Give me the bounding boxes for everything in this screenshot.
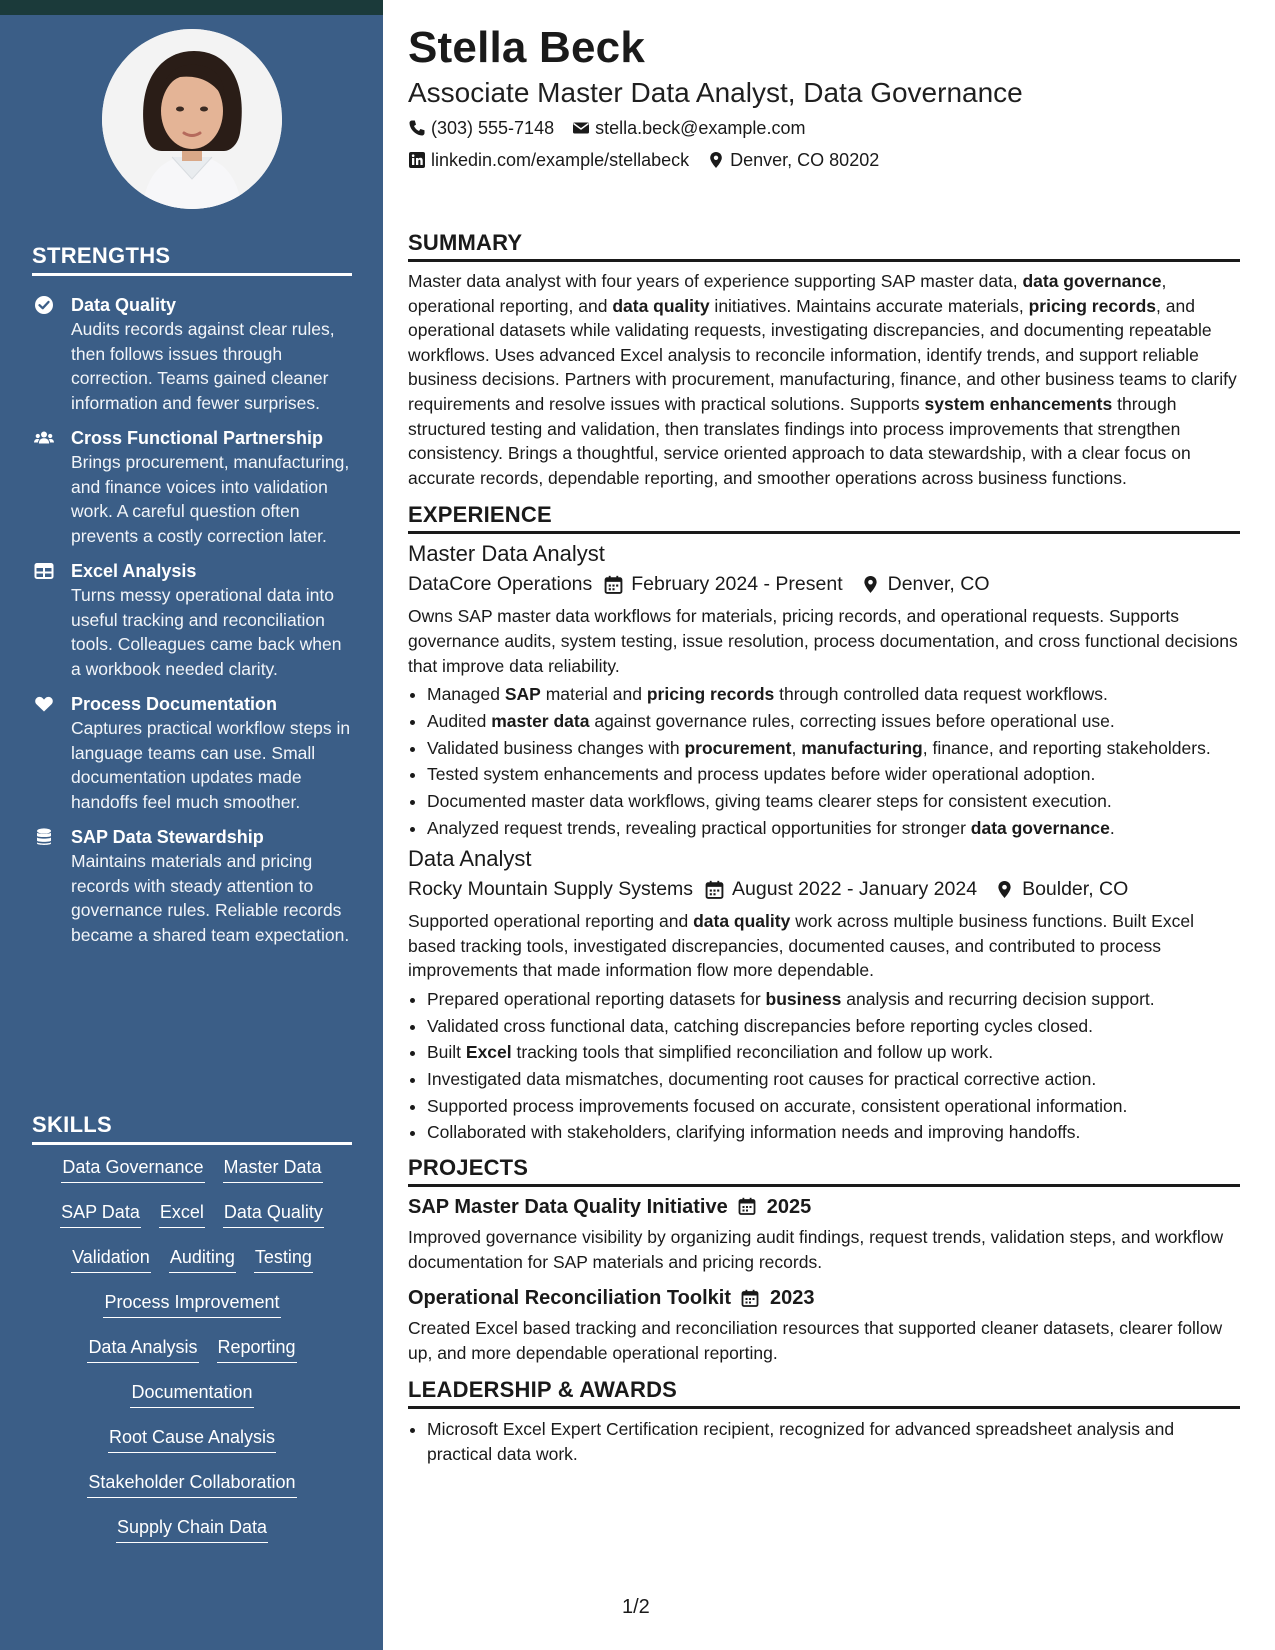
- contact-row: [408, 112, 1240, 144]
- skill-row: [32, 1425, 352, 1470]
- project-year: 2023: [770, 1287, 815, 1310]
- job-location: Denver, CO: [887, 573, 990, 596]
- job-entry: [408, 539, 1240, 840]
- skill-tag: Root Cause Analysis: [108, 1425, 276, 1453]
- project-title-row: [408, 1284, 1240, 1312]
- project-description: Created Excel based tracking and reconciliation resources that supported cleaner datasets, clearer follow up, and more dependable operational reporting.: [408, 1318, 1223, 1363]
- map-pin-icon: [707, 151, 725, 169]
- skill-tag: Data Governance: [61, 1155, 204, 1183]
- check-circle-icon: [34, 295, 54, 315]
- job-bullets: [408, 682, 1240, 840]
- list-item: • Analyzed request trends, revealing practical opportunities for stronger data governance.: [427, 816, 1240, 841]
- skill-tag: Stakeholder Collaboration: [87, 1470, 296, 1498]
- linkedin-text[interactable]: linkedin.com/example/stellabeck: [431, 150, 690, 170]
- skills-list: [32, 1155, 352, 1560]
- list-item: • Documented master data workflows, giving teams clearer steps for consistent execution.: [427, 789, 1240, 814]
- calendar-icon: [738, 1197, 757, 1216]
- job-meta: [408, 569, 1240, 599]
- list-item: • Collaborated with stakeholders, clarifying information needs and improving handoffs.: [427, 1120, 1240, 1145]
- skill-tag: Data Quality: [223, 1200, 324, 1228]
- main-content: [408, 20, 1240, 1469]
- list-item: • Validated business changes with procurement, manufacturing, finance, and reporting stakeholders.: [427, 736, 1240, 761]
- strength-title: SAP Data Stewardship: [71, 827, 264, 847]
- strength-title: Process Documentation: [71, 694, 278, 714]
- skill-tag: SAP Data: [60, 1200, 141, 1228]
- skill-row: [32, 1200, 352, 1245]
- linkedin-icon: [408, 151, 426, 169]
- sidebar: [0, 0, 383, 1650]
- calendar-icon: [741, 1289, 760, 1308]
- strength-title: Cross Functional Partnership: [71, 428, 324, 448]
- projects-heading: PROJECTS: [408, 1155, 1240, 1187]
- list-item: • Built Excel tracking tools that simplified reconciliation and follow up work.: [427, 1040, 1240, 1065]
- database-icon: [34, 827, 54, 847]
- list-item: • Tested system enhancements and process updates before wider operational adoption.: [427, 762, 1240, 787]
- strength-item: [32, 825, 352, 947]
- list-item: • Prepared operational reporting datasets for business analysis and recurring decision support.: [427, 987, 1240, 1012]
- project-entry: [408, 1284, 1240, 1365]
- skills-heading: SKILLS: [32, 1112, 352, 1145]
- heart-icon: [34, 694, 54, 714]
- skill-row: [32, 1290, 352, 1335]
- skill-row: [32, 1470, 352, 1515]
- project-entry: [408, 1193, 1240, 1274]
- job-company: Rocky Mountain Supply Systems: [408, 878, 694, 901]
- location-contact: [707, 144, 879, 176]
- job-meta: [408, 874, 1240, 904]
- strength-description: Turns messy operational data into useful tracking and reconciliation tools. Colleagues came back when a workbook needed clarity.: [71, 585, 342, 679]
- sidebar-top-band: [0, 0, 383, 15]
- strength-title: Excel Analysis: [71, 561, 197, 581]
- project-year: 2025: [766, 1195, 812, 1218]
- location-text: Denver, CO 80202: [730, 150, 880, 170]
- skill-tag: Auditing: [169, 1245, 236, 1273]
- candidate-title: Associate Master Data Analyst, Data Governance: [408, 77, 1023, 108]
- list-item: • Audited master data against governance rules, correcting issues before operational use.: [427, 709, 1240, 734]
- job-summary: Owns SAP master data workflows for materials, pricing records, and operational requests. Supports governance audits, system testing, issue resolution, process documentation, and cross functional decisions that improve data reliability.: [408, 606, 1238, 676]
- job-entry: [408, 844, 1240, 1145]
- envelope-icon: [572, 119, 590, 137]
- strength-description: Audits records against clear rules, then follows issues through correction. Teams gained cleaner information and fewer surprises.: [71, 319, 335, 413]
- skill-tag: Validation: [71, 1245, 151, 1273]
- profile-photo: [102, 29, 282, 209]
- table-icon: [34, 561, 54, 581]
- users-icon: [34, 428, 54, 448]
- job-company: DataCore Operations: [408, 573, 593, 596]
- candidate-name: Stella Beck: [408, 23, 646, 72]
- job-location: Boulder, CO: [1022, 878, 1129, 901]
- calendar-icon: [604, 575, 623, 594]
- job-title: Master Data Analyst: [408, 541, 605, 567]
- map-pin-icon: [995, 880, 1014, 899]
- strength-title: Data Quality: [71, 295, 177, 315]
- phone-icon: [408, 119, 426, 137]
- list-item: • Microsoft Excel Expert Certification recipient, recognized for advanced spreadsheet analysis and practical data work.: [427, 1417, 1240, 1466]
- job-title: Data Analyst: [408, 846, 532, 872]
- strengths-heading: STRENGTHS: [32, 243, 352, 276]
- job-dates: August 2022 - January 2024: [732, 878, 978, 901]
- email-contact[interactable]: [572, 112, 805, 144]
- contact-row: [408, 144, 1240, 176]
- skill-tag: Testing: [254, 1245, 313, 1273]
- skill-row: [32, 1245, 352, 1290]
- leadership-list: [408, 1417, 1240, 1466]
- skill-row: [32, 1380, 352, 1425]
- skill-row: [32, 1155, 352, 1200]
- strength-item: [32, 559, 352, 681]
- strength-description: Captures practical workflow steps in language teams can use. Small documentation updates made handoffs feel much smoother.: [71, 718, 351, 812]
- skill-tag: Data Analysis: [87, 1335, 198, 1363]
- project-title: Operational Reconciliation Toolkit: [408, 1287, 731, 1310]
- skill-row: [32, 1515, 352, 1560]
- strength-item: [32, 293, 352, 415]
- list-item: • Investigated data mismatches, documenting root causes for practical corrective action.: [427, 1067, 1240, 1092]
- email-text[interactable]: stella.beck@example.com: [595, 118, 806, 138]
- linkedin-contact[interactable]: [408, 144, 689, 176]
- summary-text: Master data analyst with four years of experience supporting SAP master data, data governance, operational reporting, and data quality initiatives. Maintains accurate materials, pricing records, and operational datasets while validating requests, investigating discrepancies, and documenting repeatable workflows. Uses advanced Excel analysis to reconcile information, identify trends, and support reliable business decisions. Partners with procurement, manufacturing, finance, and other business teams to clarify requirements and resolve issues with practical solutions. Supports system enhancements through structured testing and validation, then translates findings into process improvements that strengthen consistency. Brings a thoughtful, service oriented approach to data stewardship, with a clear focus on accurate records, dependable reporting, and smoother operations across business functions.: [408, 271, 1237, 488]
- skill-tag: Excel: [159, 1200, 205, 1228]
- experience-heading: EXPERIENCE: [408, 502, 1240, 534]
- list-item: • Supported process improvements focused on accurate, consistent operational information.: [427, 1094, 1240, 1119]
- skill-tag: Master Data: [223, 1155, 323, 1183]
- job-summary: Supported operational reporting and data quality work across multiple business functions. Built Excel based tracking tools, investigated discrepancies, documented causes, and contributed to process improvements that made information flow more dependable.: [408, 911, 1194, 981]
- skill-tag: Documentation: [130, 1380, 253, 1408]
- skill-tag: Supply Chain Data: [116, 1515, 268, 1543]
- strength-description: Brings procurement, manufacturing, and finance voices into validation work. A careful question often prevents a costly correction later.: [71, 452, 350, 546]
- summary-heading: SUMMARY: [408, 230, 1240, 262]
- calendar-icon: [705, 880, 724, 899]
- project-title-row: [408, 1193, 1240, 1221]
- skills-section: [32, 1112, 352, 1560]
- list-item: • Managed SAP material and pricing records through controlled data request workflows.: [427, 682, 1240, 707]
- list-item: • Validated cross functional data, catching discrepancies before reporting cycles closed.: [427, 1014, 1240, 1039]
- project-description: Improved governance visibility by organizing audit findings, request trends, validation steps, and workflow documentation for SAP materials and pricing records.: [408, 1226, 1224, 1272]
- leadership-heading: LEADERSHIP & AWARDS: [408, 1377, 1240, 1409]
- strengths-section: [32, 243, 352, 947]
- strength-item: [32, 426, 352, 548]
- skill-tag: Reporting: [217, 1335, 297, 1363]
- map-pin-icon: [861, 575, 880, 594]
- page-number: 1/2: [622, 1596, 650, 1618]
- job-dates: February 2024 - Present: [631, 573, 843, 596]
- strength-item: [32, 692, 352, 814]
- strength-description: Maintains materials and pricing records with steady attention to governance rules. Reliable records became a shared team expectation.: [71, 851, 350, 945]
- project-title: SAP Master Data Quality Initiative: [408, 1195, 728, 1218]
- phone-contact: [408, 112, 554, 144]
- skill-tag: Process Improvement: [103, 1290, 280, 1318]
- phone-text: (303) 555-7148: [431, 118, 555, 138]
- skill-row: [32, 1335, 352, 1380]
- job-bullets: [408, 987, 1240, 1145]
